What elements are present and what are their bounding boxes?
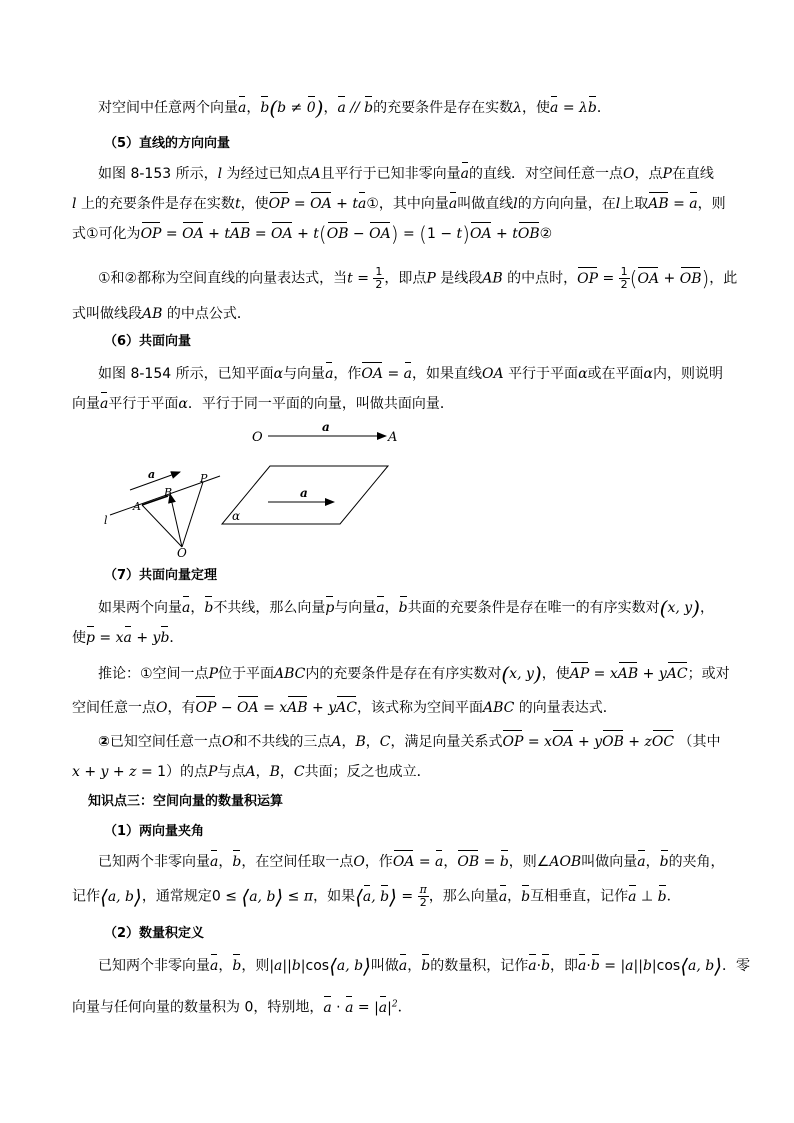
dot-product-line2: 向量与任何向量的数量积为 0，特别地，$a \cdot a = |a|^2$． <box>72 999 412 1016</box>
text-segment: 和不共线的三点 <box>233 734 332 750</box>
coplanar-text-line2: 向量a平行于平面α．平行于同一平面的向量，叫做共面向量． <box>72 396 454 412</box>
text-segment: ，则 <box>697 196 726 212</box>
text-segment: 向量 <box>72 396 100 412</box>
label-p-point: P <box>200 472 208 485</box>
knowledge-point-three-title: 知识点三：空间向量的数量积运算 <box>88 794 284 809</box>
text-segment: ，满足向量关系式 <box>390 734 503 750</box>
label-a-point: A <box>133 500 141 513</box>
vector-a: a <box>238 100 247 116</box>
corollary2-line2: x + y + z = 1）的点P与点A，B，C共面；反之也成立． <box>72 764 431 780</box>
label-a-point-top: A <box>388 430 398 445</box>
text-segment: 内，则说明 <box>653 366 723 382</box>
text-segment: 叫做直线 <box>457 196 514 212</box>
text-segment: 上的充要条件是存在实数 <box>80 196 235 212</box>
text-segment: 已知两个非零向量 <box>98 854 210 870</box>
text-segment: 或在平面 <box>587 366 644 382</box>
direction-vector-text-line2: l 上的充要条件是存在实数t，使OP = OA + ta①，其中向量a叫做直线l的方向向量，在l上取AB = a，则 <box>72 196 726 212</box>
text-segment: ，如果 <box>313 888 356 905</box>
text-segment: 的直线．对空间任意一点 <box>469 166 624 182</box>
angle-text-line2: 记作⟨a, b⟩，通常规定0 ≤ ⟨a, b⟩ ≤ π，如果⟨a, b⟩ = $\frac{\pi}{2}$ ，那么向量a，b互相垂直，记作a ⊥ b． <box>72 883 681 909</box>
text-segment: ，作 <box>333 366 362 382</box>
text-segment: （其中 <box>678 734 721 750</box>
text-segment: ，通常规定 <box>141 888 212 905</box>
parallel-condition-text: 对空间中任意两个向量a，b(b ≠ 0)，a // b的充要条件是存在实数λ，使a = λb． <box>98 96 611 120</box>
text-segment: 在直线 <box>671 166 714 182</box>
text-segment: 对空间中任意两个向量 <box>98 100 238 116</box>
text-segment: 共面的充要条件是存在唯一的有序实数对 <box>407 600 660 616</box>
vector-b: b <box>260 100 270 116</box>
section-title-dot-product: （2）数量积定义 <box>104 926 205 941</box>
text-segment: ，那么向量 <box>428 888 499 905</box>
text-segment: ，则 <box>241 958 270 974</box>
text-segment: 的夹角， <box>668 854 725 870</box>
text-segment: ，使 <box>522 100 551 116</box>
label-l: l <box>104 514 108 527</box>
text-segment: 是线段 <box>440 270 483 287</box>
text-segment: 已知两个非零向量 <box>98 958 210 974</box>
text-segment: 式①可化为 <box>72 226 141 242</box>
text-segment: ， <box>699 600 714 616</box>
text-segment: ，使 <box>240 196 269 212</box>
section-title-coplanar-vectors: （6）共面向量 <box>104 334 192 349</box>
text-segment: 向量与任何向量的数量积为 0，特别地， <box>72 999 324 1016</box>
section-title-angle: （1）两向量夹角 <box>104 824 205 839</box>
text-segment: ，即 <box>550 958 579 974</box>
text-segment: 的数量积，记作 <box>430 958 529 974</box>
label-b-point: B <box>164 486 173 499</box>
text-segment: 与点 <box>217 764 246 780</box>
geometry-figure <box>0 420 794 560</box>
text-segment: ，作 <box>364 854 393 870</box>
segment-op <box>182 482 203 547</box>
text-segment: 记作 <box>72 888 100 905</box>
label-a-top: a <box>322 420 330 434</box>
label-o-top: O <box>252 430 263 445</box>
text-segment: 不共线，那么向量 <box>213 600 326 616</box>
text-segment: 平行于平面 <box>508 366 579 382</box>
text-segment: 式叫做线段 <box>72 306 142 322</box>
text-segment: 的方向向量，在 <box>517 196 616 212</box>
direction-vector-text-line3: 式①可化为OP = OA + tAB = OA + t(OB − OA) = (1 − t)OA + tOB② <box>72 222 553 246</box>
text-segment: ①和②都称为空间直线的向量表达式，当 <box>98 270 348 287</box>
label-o-bottom: O <box>177 546 187 560</box>
text-segment: 空间任意一点 <box>72 700 156 716</box>
text-segment: ．零 <box>722 958 751 974</box>
direction-vector-text-line1: 如图 8-153 所示，l 为经过已知点A且平行于已知非零向量a的直线．对空间任意一点O，点P在直线 <box>98 166 714 182</box>
coplanar-text-line1: 如图 8-154 所示，已知平面α与向量a，作OA = a，如果直线OA 平行于平面α或在平面α内，则说明 <box>98 366 723 382</box>
text-segment: ，如果直线 <box>412 366 483 382</box>
text-segment: ② <box>98 734 110 750</box>
text-segment: 与向量 <box>283 366 326 382</box>
text-segment: ② <box>539 226 553 242</box>
section-title-direction-vector: （5）直线的方向向量 <box>104 136 231 151</box>
text-segment: 互相垂直，记作 <box>530 888 629 905</box>
text-segment: 叫做向量 <box>581 854 638 870</box>
segment-ob <box>170 494 182 547</box>
text-segment: 已知空间任意一点 <box>109 734 222 750</box>
text-segment: 为经过已知点 <box>226 166 311 182</box>
midpoint-text-line1: ①和②都称为空间直线的向量表达式，当t = $\frac{1}{2}$ ，即点P 是线段AB 的中点时，OP = $\frac{1}{2}$ (OA + OB)，此 <box>98 265 738 291</box>
midpoint-text-line2: 式叫做线段AB 的中点公式． <box>72 306 251 322</box>
text-segment: ）的点 <box>166 764 209 780</box>
text-segment: 的中点时， <box>507 270 578 287</box>
text-segment: 的充要条件是存在实数 <box>373 100 514 116</box>
text-segment: ，在空间任取一点 <box>241 854 354 870</box>
text-segment: ，点 <box>634 166 663 182</box>
text-segment: ．平行于同一平面的向量，叫做共面向量． <box>187 396 454 412</box>
text-segment: ，有 <box>167 700 196 716</box>
corollary2-line1: ②已知空间任意一点O和不共线的三点A，B，C，满足向量关系式OP = xOA + yOB + zOC （其中 <box>98 734 721 750</box>
text-segment: 且平行于已知非零向量 <box>320 166 461 182</box>
text-segment: 与向量 <box>334 600 377 616</box>
section-title-coplanar-theorem: （7）共面向量定理 <box>104 568 218 583</box>
text-segment: 内的充要条件是存在有序实数对 <box>305 666 502 682</box>
dot-product-line1: 已知两个非零向量a，b，则|a||b|cos⟨a, b⟩叫做a，b的数量积，记作a·b，即a·b = |a||b|cos⟨a, b⟩．零 <box>98 954 751 978</box>
label-a-plane: a <box>300 486 308 500</box>
text-segment: 位于平面 <box>217 666 274 682</box>
coplanar-theorem-line2: 使p = xa + yb． <box>72 630 184 646</box>
label-a-left: a <box>148 468 156 481</box>
text-segment: ，该式称为空间平面 <box>356 700 483 716</box>
text-segment: 平行于平面 <box>108 396 179 412</box>
text-segment: 上取 <box>620 196 649 212</box>
text-segment: ，使 <box>541 666 570 682</box>
label-alpha: α <box>232 509 241 523</box>
coplanar-theorem-line1: 如果两个向量a，b不共线，那么向量p与向量a，b共面的充要条件是存在唯一的有序实数对(x, y)， <box>98 596 714 620</box>
text-segment: ，此 <box>709 270 738 287</box>
text-segment: ①空间一点 <box>140 666 209 682</box>
text-segment: 如图 8-154 所示，已知平面 <box>98 366 274 382</box>
text-segment: ，即点 <box>384 270 427 287</box>
text-segment: ①，其中向量 <box>366 196 449 212</box>
text-segment: 推论： <box>98 666 140 682</box>
text-segment: 的向量表达式． <box>518 700 617 716</box>
text-segment: 的中点公式． <box>166 306 251 322</box>
corollary-line2: 空间任意一点O，有OP − OA = xAB + yAC，该式称为空间平面ABC 的向量表达式． <box>72 700 617 716</box>
text-segment: ；或对 <box>687 666 730 682</box>
text-segment: 如图 8-153 所示， <box>98 166 218 182</box>
segment-oa <box>142 505 182 547</box>
text-segment: 叫做 <box>370 958 399 974</box>
text-segment: 如果两个向量 <box>98 600 182 616</box>
corollary-line1: 推论：①空间一点P位于平面ABC内的充要条件是存在有序实数对(x, y)，使AP = xAB + yAC；或对 <box>98 662 730 686</box>
text-segment: ，则 <box>508 854 537 870</box>
text-segment: 共面；反之也成立． <box>304 764 431 780</box>
angle-text-line1: 已知两个非零向量a，b，在空间任取一点O，作OA = a，OB = b，则∠AOB叫做向量a，b的夹角， <box>98 854 725 870</box>
text-segment: 使 <box>72 630 86 646</box>
